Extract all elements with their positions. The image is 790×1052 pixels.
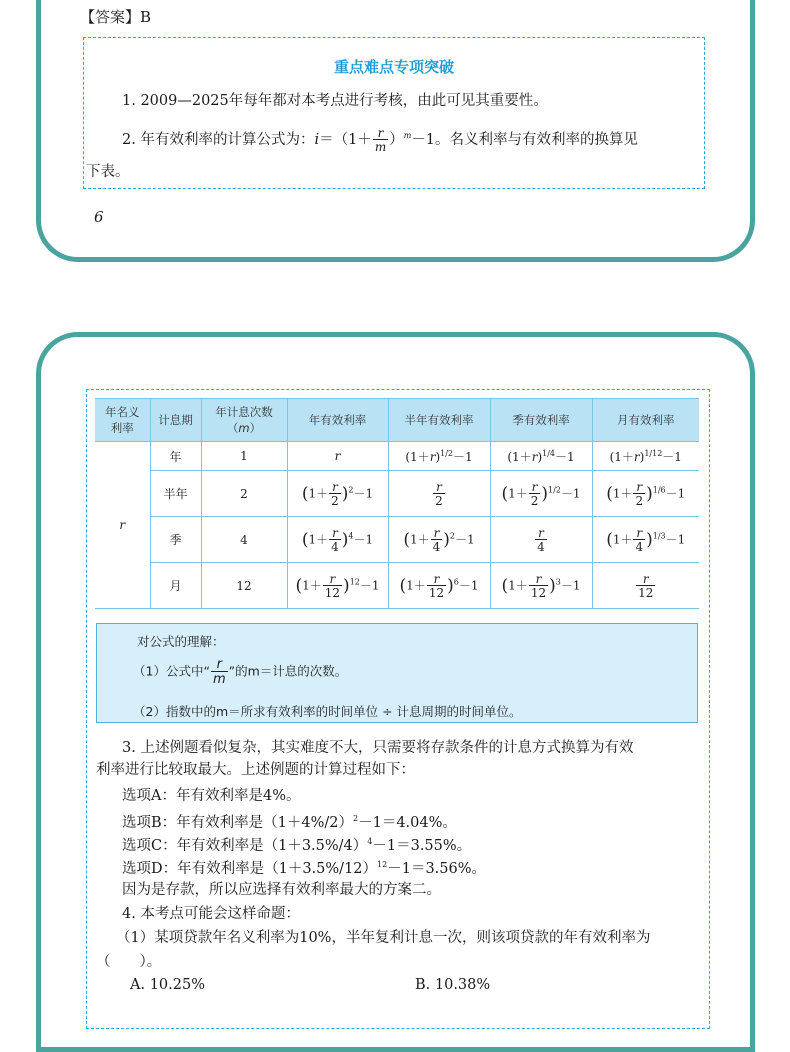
rate-conversion-table: [95, 398, 699, 609]
count-cell: 4: [201, 517, 287, 563]
note-title: 对公式的理解：: [137, 634, 225, 649]
note-item-2: （2）指数中的m＝所求有效利率的时间单位 ÷ 计息周期的时间单位。: [133, 704, 522, 719]
box-title: 重点难点专项突破: [333, 58, 454, 76]
key-points-box: [83, 37, 705, 189]
formula-cell: $\frac{r}{2}$: [388, 471, 490, 517]
point-1: 1. 2009—2025年每年都对本考点进行考核，由此可见其重要性。: [122, 93, 548, 109]
option-b: 选项B：年有效利率是$(1+4\%/2)^2-1=4.04\%$。: [122, 814, 457, 831]
formula-cell: (1＋ $\frac{r}{12}$ )$^3$－1: [490, 563, 592, 609]
point-2-cont: 下表。: [86, 164, 130, 180]
choice-b: B. 10.38%: [415, 977, 491, 993]
period-cell: 月: [150, 563, 201, 609]
header-semiannual: 半年有效利率: [388, 399, 490, 442]
formula-cell: (1＋ $\frac{r}{4}$ )$^{1/3}$－1: [592, 517, 699, 563]
page-number: 6: [94, 208, 104, 226]
nominal-rate-cell: r: [95, 442, 150, 609]
formula-cell: (1＋ $\frac{r}{2}$ )$^{1/6}$－1: [592, 471, 699, 517]
count-cell: 12: [201, 563, 287, 609]
formula-cell: r: [287, 442, 388, 471]
count-cell: 2: [201, 471, 287, 517]
question-1-blank: （ ）。: [96, 954, 162, 970]
period-cell: 半年: [150, 471, 201, 517]
point-2: 2. 年有效利率的计算公式为：i＝（1＋ $\frac{r}{m}$ ）$^m$－1。名义利率与有效利率的换算见: [122, 125, 639, 154]
answer-line: 【答案】B: [80, 8, 152, 26]
para-3b: 利率进行比较取最大。上述例题的计算过程如下：: [96, 762, 415, 778]
question-1: （1）某项贷款年名义利率为10%，半年复利计息一次，则该项贷款的年有效利率为: [116, 930, 651, 946]
count-cell: 1: [201, 442, 287, 471]
period-cell: 年: [150, 442, 201, 471]
table-header-row: [95, 399, 699, 442]
header-annual: 年有效利率: [287, 399, 388, 442]
table-row: [95, 517, 699, 563]
formula-cell: (1＋ $\frac{r}{2}$ )$^2$－1: [287, 471, 388, 517]
formula-cell: (1＋ $\frac{r}{2}$ )$^{1/2}$－1: [490, 471, 592, 517]
formula-cell: (1＋ $\frac{r}{12}$ )$^{12}$－1: [287, 563, 388, 609]
table-row: [95, 471, 699, 517]
option-d: 选项D：年有效利率是$(1+3.5\%/12)^{12}-1=3.56\%$。: [122, 860, 487, 877]
table-row: [95, 563, 699, 609]
option-a: 选项A：年有效利率是4%。: [122, 788, 301, 804]
formula-cell: $\frac{r}{4}$: [490, 517, 592, 563]
para-3a: 3. 上述例题看似复杂，其实难度不大，只需要将存款条件的计息方式换算为有效: [122, 740, 634, 756]
table-row: [95, 442, 699, 471]
note-item-1: （1）公式中“ $\frac{r}{m}$ ”的m＝计息的次数。: [133, 657, 348, 687]
header-count: 年计息次数 （m）: [201, 399, 287, 442]
formula-cell: $\frac{r}{12}$: [592, 563, 699, 609]
formula-cell: $(1+r)^{1/12}-1$: [592, 442, 699, 471]
formula-cell: (1＋ $\frac{r}{4}$ )$^2$－1: [388, 517, 490, 563]
header-monthly: 月有效利率: [592, 399, 699, 442]
header-nominal: 年名义 利率: [95, 399, 150, 442]
formula-note: [96, 623, 698, 723]
choice-a: A. 10.25%: [130, 977, 205, 993]
formula-cell: (1＋ $\frac{r}{12}$ )$^6$－1: [388, 563, 490, 609]
formula-cell: (1＋ $\frac{r}{4}$ )$^4$－1: [287, 517, 388, 563]
formula-cell: $(1+r)^{1/4}-1$: [490, 442, 592, 471]
header-quarterly: 季有效利率: [490, 399, 592, 442]
formula-cell: $(1+r)^{1/2}-1$: [388, 442, 490, 471]
conclusion: 因为是存款，所以应选择有效利率最大的方案二。: [122, 882, 441, 898]
header-period: 计息期: [150, 399, 201, 442]
para-4: 4. 本考点可能会这样命题：: [122, 906, 300, 922]
period-cell: 季: [150, 517, 201, 563]
option-c: 选项C：年有效利率是$(1+3.5\%/4)^4-1=3.55\%$。: [122, 837, 472, 854]
